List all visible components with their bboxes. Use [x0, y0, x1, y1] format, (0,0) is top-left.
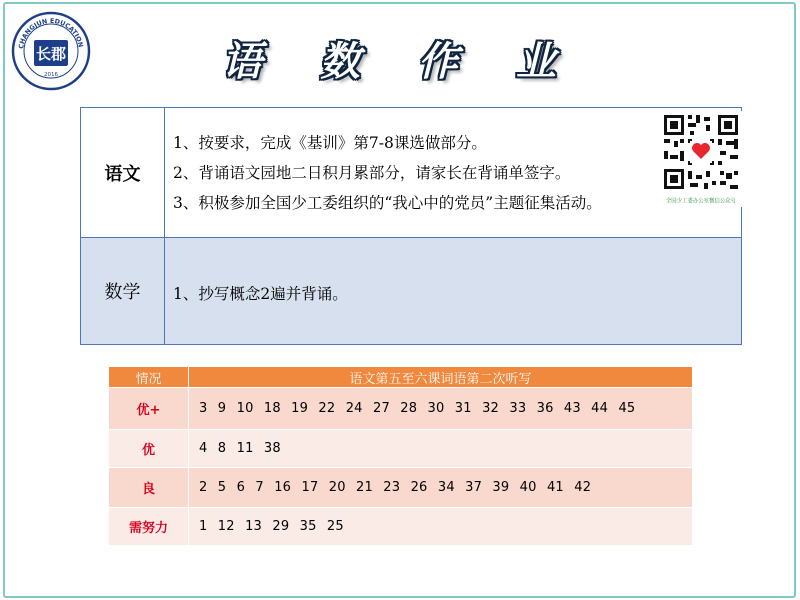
table-row	[109, 468, 693, 508]
task-item: 3、积极参加全国少工委组织的“我心中的党员”主题征集活动。	[173, 194, 602, 212]
subject-label: 语文	[81, 108, 165, 237]
logo-year: 2016	[44, 72, 58, 78]
table-header-row	[109, 367, 693, 388]
column-header-status: 情况	[109, 367, 189, 388]
student-numbers: 2 5 6 7 16 17 20 21 23 26 34 37 39 40 41 42	[189, 468, 693, 508]
category-label: 良	[109, 468, 189, 508]
student-numbers: 3 9 10 18 19 22 24 27 28 30 31 32 33 36 43 44 45	[189, 388, 693, 430]
task-list	[173, 128, 741, 218]
qr-code-icon	[660, 111, 742, 193]
table-row	[109, 508, 693, 546]
category-label: 优	[109, 430, 189, 468]
task-list	[173, 279, 741, 309]
student-numbers: 4 8 11 38	[189, 430, 693, 468]
category-label: 需努力	[109, 508, 189, 546]
task-item: 2、背诵语文园地二日积月累部分，请家长在背诵单签字。	[173, 164, 571, 182]
category-label: 优+	[109, 388, 189, 430]
logo-chars: 长郡	[35, 45, 67, 63]
logo-ring-text: CHANGJUN EDUCATION	[17, 16, 85, 50]
qr-code	[660, 111, 742, 207]
student-numbers: 1 12 13 29 35 25	[189, 508, 693, 546]
homework-table	[80, 107, 742, 345]
dictation-results-table	[108, 366, 693, 546]
column-header-dictation: 语文第五至六课词语第二次听写	[189, 367, 693, 388]
homework-row-math	[81, 238, 741, 344]
page-title: 语 数 作 业	[222, 39, 578, 85]
homework-row-chinese	[81, 108, 741, 238]
task-item: 1、按要求，完成《基训》第7-8课选做部分。	[173, 134, 487, 152]
qr-caption: 全国少工委办公室微信公众号	[665, 198, 737, 205]
table-row	[109, 388, 693, 430]
task-item: 1、抄写概念2遍并背诵。	[173, 285, 348, 303]
subject-label: 数学	[81, 238, 165, 344]
table-row	[109, 430, 693, 468]
